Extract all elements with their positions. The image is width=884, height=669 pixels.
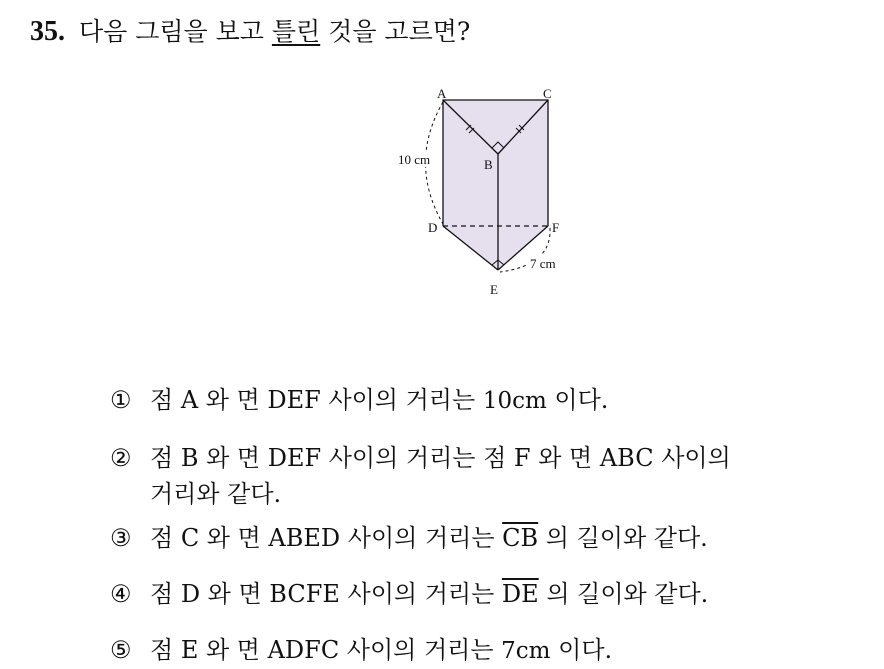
choice-3-text: 점 C 와 면 ABED 사이의 거리는 <box>150 524 503 552</box>
length-label-10cm: 10 cm <box>398 152 431 167</box>
prism-face-shading <box>443 100 548 270</box>
prism-diagram <box>380 80 580 305</box>
choice-2[interactable] <box>110 440 731 508</box>
choice-4-number: ④ <box>110 580 132 608</box>
choice-5-value: 7cm <box>501 638 551 664</box>
question-text-end: 것을 고르면? <box>328 17 471 46</box>
choice-4[interactable] <box>110 576 708 612</box>
label-A: A <box>437 86 447 101</box>
label-F: F <box>552 220 560 235</box>
choice-4-text: 점 D 와 면 BCFE 사이의 거리는 <box>150 580 502 608</box>
label-E: E <box>490 282 498 297</box>
question-stem <box>30 12 470 48</box>
triangular-prism-figure <box>380 80 580 305</box>
choice-3-end: 의 길이와 같다. <box>538 524 708 552</box>
choice-2-text: 점 B 와 면 DEF 사이의 거리는 점 F 와 면 ABC 사이의 <box>150 444 731 472</box>
choice-1[interactable] <box>110 382 608 419</box>
choice-4-end: 의 길이와 같다. <box>538 580 709 608</box>
choice-5-text: 점 E 와 면 ADFC 사이의 거리는 <box>150 636 502 664</box>
choice-1-text: 점 A 와 면 DEF 사이의 거리는 <box>150 386 483 414</box>
label-C: C <box>543 86 552 101</box>
choice-2-continuation: 거리와 같다. <box>150 480 282 508</box>
choice-5[interactable] <box>110 632 612 669</box>
choice-5-number: ⑤ <box>110 636 132 664</box>
question-text: 다음 그림을 보고 <box>79 17 264 46</box>
question-number: 35. <box>30 16 65 47</box>
choice-2-number: ② <box>110 444 132 472</box>
choice-1-end: 이다. <box>554 386 609 414</box>
choice-4-segment: $\overline{DE}$ <box>501 580 539 608</box>
choice-3-segment: $\overline{CB}$ <box>502 524 539 552</box>
choice-1-value: 10cm <box>482 388 547 414</box>
question-emphasis: 틀린 <box>271 17 321 46</box>
choice-1-number: ① <box>110 386 132 414</box>
choice-3[interactable] <box>110 520 708 556</box>
choice-5-end: 이다. <box>558 636 613 664</box>
label-B: B <box>484 157 493 172</box>
choice-3-number: ③ <box>110 524 132 552</box>
length-label-7cm: 7 cm <box>530 256 556 271</box>
label-D: D <box>428 220 438 235</box>
